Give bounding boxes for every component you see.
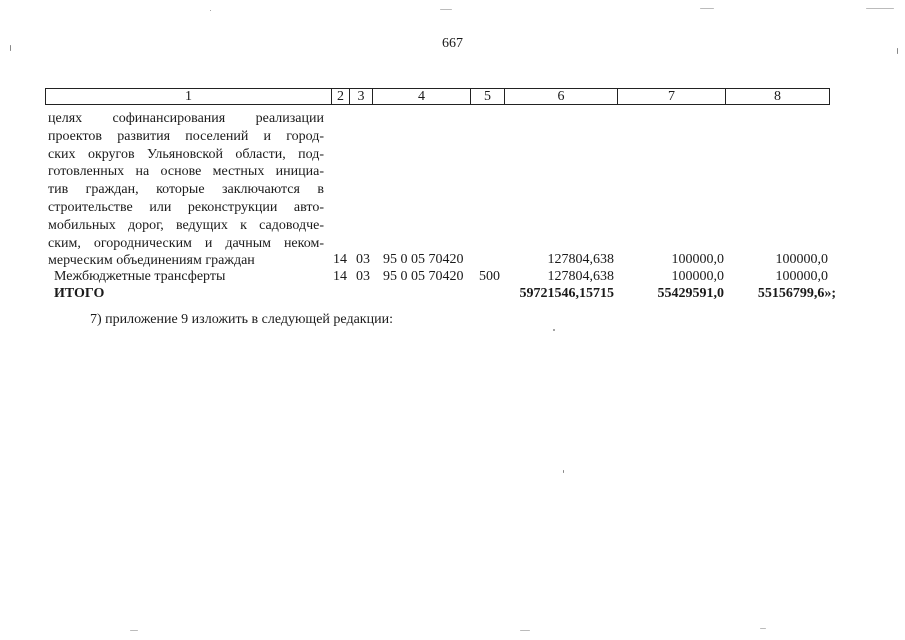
description-line: мобильных дорог, ведущих к садоводче- [48, 217, 324, 233]
scan-speck [866, 8, 894, 9]
table-header-row [45, 88, 830, 105]
total-amount-7: 55429591,0 [657, 286, 724, 301]
cell-section: 14 [333, 252, 347, 267]
cell-amount-6: 127804,638 [547, 252, 614, 267]
description-word: реализации [255, 111, 324, 126]
scan-speck [130, 630, 138, 631]
total-amount-6: 59721546,15715 [519, 286, 614, 301]
column-header-3: 3 [350, 89, 373, 104]
cell-amount-7: 100000,0 [671, 269, 724, 284]
column-header-1: 1 [46, 89, 332, 104]
scan-speck [210, 10, 211, 11]
column-header-8: 8 [774, 89, 781, 104]
total-amount-8: 55156799,6»; [757, 286, 836, 301]
cell-expense-type: 500 [479, 269, 500, 284]
description-line: тив граждан, которые заключаются в [48, 182, 324, 198]
description-line: ским, огородническим и дачным неком- [48, 235, 324, 251]
description-line: проектов развития поселений и город- [48, 128, 324, 144]
column-header-6: 6 [505, 89, 618, 104]
cell-amount-6: 127804,638 [547, 269, 614, 284]
column-header-5: 5 [471, 89, 505, 104]
description-line: готовленных на основе местных инициа- [48, 164, 324, 180]
table-total-row [0, 285, 905, 303]
description-line: строительстве или реконструкции авто- [48, 199, 324, 215]
scan-speck [760, 628, 766, 629]
cell-target-article: 95 0 05 70420 [383, 269, 464, 284]
cell-name: Межбюджетные трансферты [54, 269, 226, 284]
scan-speck [563, 470, 564, 473]
description-line [48, 110, 324, 128]
scan-speck [440, 9, 452, 10]
column-header-2: 2 [332, 89, 350, 104]
scan-speck [553, 329, 555, 331]
cell-amount-7: 100000,0 [671, 252, 724, 267]
total-label: ИТОГО [54, 286, 105, 301]
description-word: софинансирования [112, 111, 226, 126]
scan-speck [520, 630, 530, 631]
cell-target-article: 95 0 05 70420 [383, 252, 464, 267]
column-header-4: 4 [373, 89, 471, 104]
scan-speck [897, 48, 898, 54]
column-header-7: 7 [618, 89, 726, 104]
page-number: 667 [442, 36, 463, 51]
cell-section: 14 [333, 269, 347, 284]
cell-subsection: 03 [356, 252, 370, 267]
scan-speck [700, 8, 714, 9]
paragraph-amendment: 7) приложение 9 изложить в следующей редакции: [90, 312, 393, 327]
cell-amount-8: 100000,0 [775, 252, 828, 267]
row-description [48, 110, 324, 270]
cell-amount-8: 100000,0 [775, 269, 828, 284]
description-word: целях [48, 111, 83, 126]
table-row [0, 268, 905, 286]
scan-speck [10, 45, 11, 51]
description-line: ских округов Ульяновской области, под- [48, 146, 324, 162]
table-row [0, 251, 905, 269]
description-line: мерческим объединениям граждан [48, 253, 255, 269]
cell-subsection: 03 [356, 269, 370, 284]
